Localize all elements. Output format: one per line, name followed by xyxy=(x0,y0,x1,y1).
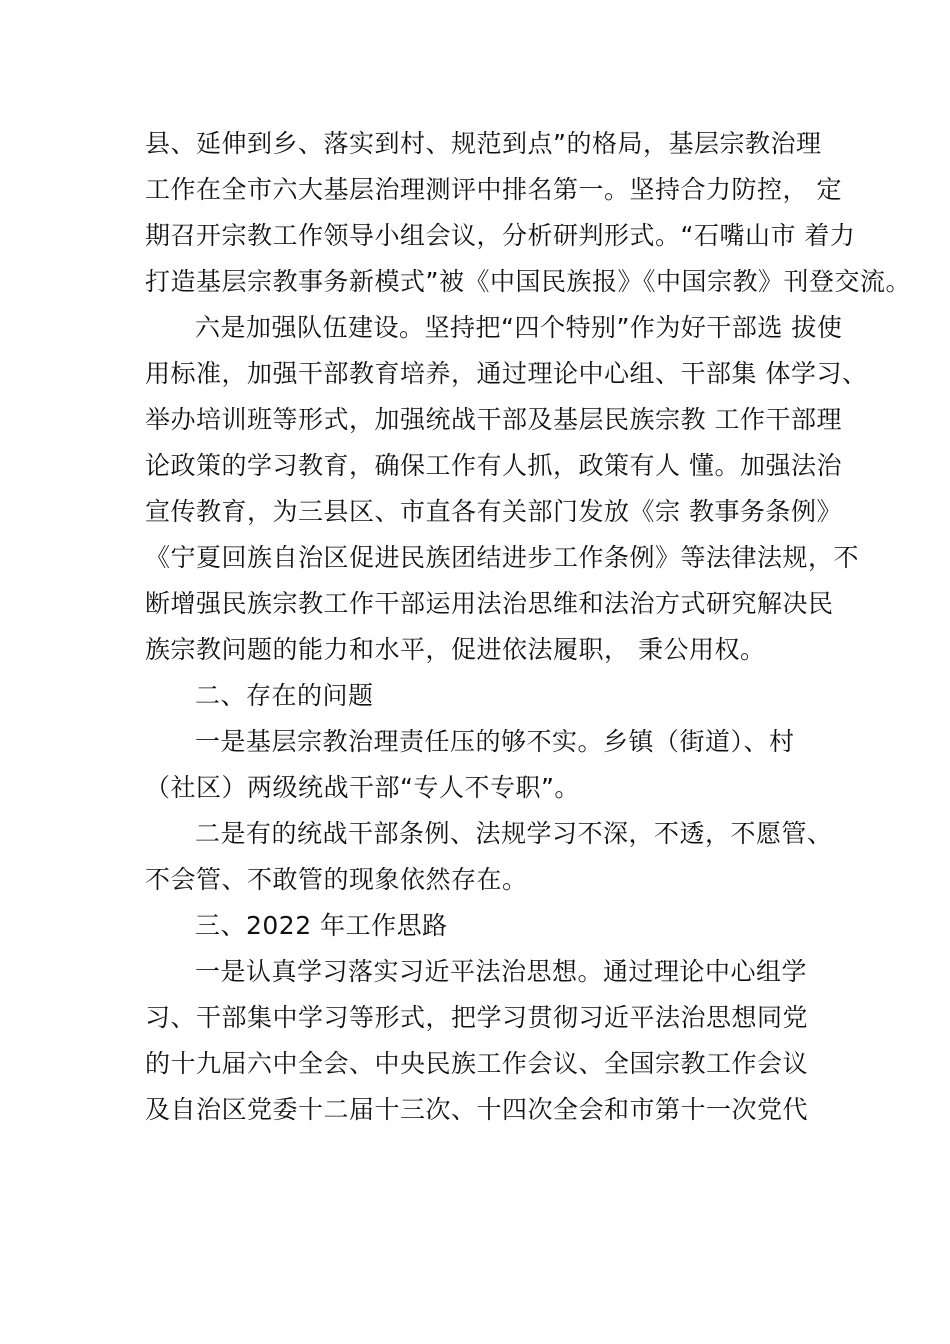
text-line: 不会管、不敢管的现象依然存在。 xyxy=(145,865,528,894)
section-heading: 三、2022 年工作思路 xyxy=(195,911,448,940)
text-line: 论政策的学习教育，确保工作有人抓，政策有人 懂。加强法治 xyxy=(145,451,842,480)
text-line: 宣传教育，为三县区、市直各有关部门发放《宗 教事务条例》 xyxy=(145,497,842,526)
text-line: 打造基层宗教事务新模式”被《中国民族报》《中国宗教》刊登交流。 xyxy=(145,267,911,296)
paragraph-start-line: 六是加强队伍建设。坚持把“四个特别”作为好干部选 拔使 xyxy=(195,313,843,342)
text-line: 期召开宗教工作领导小组会议，分析研判形式。“石嘴山市 着力 xyxy=(145,221,856,250)
text-line: 举办培训班等形式，加强统战干部及基层民族宗教 工作干部理 xyxy=(145,405,842,434)
text-line: 族宗教问题的能力和水平，促进依法履职， 秉公用权。 xyxy=(145,635,766,664)
paragraph-start-line: 二是有的统战干部条例、法规学习不深，不透，不愿管、 xyxy=(195,819,833,848)
paragraph-start-line: 一是基层宗教治理责任压的够不实。乡镇（街道）、村 xyxy=(195,727,795,756)
text-line: 习、干部集中学习等形式，把学习贯彻习近平法治思想同党 xyxy=(145,1003,809,1032)
paragraph-start-line: 一是认真学习落实习近平法治思想。通过理论中心组学 xyxy=(195,957,808,986)
text-line: 及自治区党委十二届十三次、十四次全会和市第十一次党代 xyxy=(145,1095,809,1124)
text-line: 《宁夏回族自治区促进民族团结进步工作条例》等法律法规，不 xyxy=(145,543,860,572)
text-line: 断增强民族宗教工作干部运用法治思维和法治方式研究解决民 xyxy=(145,589,834,618)
text-line: 工作在全市六大基层治理测评中排名第一。坚持合力防控， 定 xyxy=(145,175,842,204)
text-line: 的十九届六中全会、中央民族工作会议、全国宗教工作会议 xyxy=(145,1049,809,1078)
section-heading: 二、存在的问题 xyxy=(195,681,374,710)
text-line: 用标准，加强干部教育培养，通过理论中心组、干部集 体学习、 xyxy=(145,359,868,388)
text-line: （社区）两级统战干部“专人不专职”。 xyxy=(145,773,580,802)
text-line: 县、延伸到乡、落实到村、规范到点”的格局，基层宗教治理 xyxy=(145,129,822,158)
